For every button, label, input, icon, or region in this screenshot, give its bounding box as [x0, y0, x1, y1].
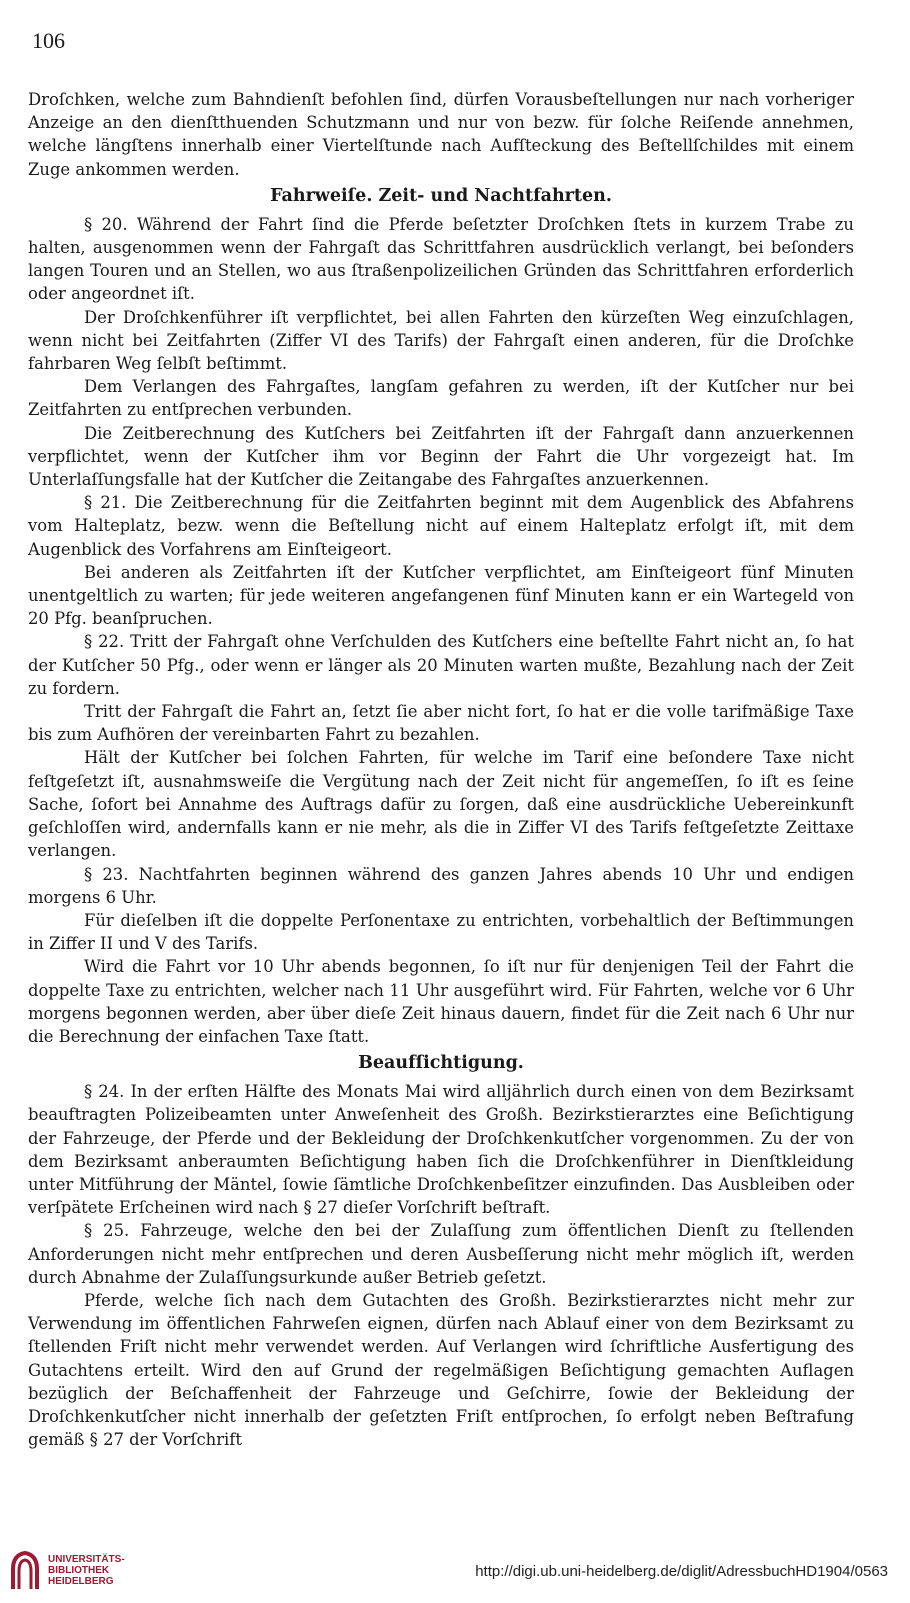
paragraph: § 25. Fahrzeuge, welche den bei der Zulaſſung zum öffentlichen Dienſt zu ſtellenden Anforderungen nicht mehr entſprechen und deren Ausbeſſerung nicht mehr möglich iſt, werden durch Abnahme der Zulaſſungsurkunde außer Betrieb geſetzt.	[28, 1221, 854, 1287]
paragraph: Wird die Fahrt vor 10 Uhr abends begonnen, ſo iſt nur für denjenigen Teil der Fahrt die doppelte Taxe zu entrichten, welcher nach 11 Uhr ausgeführt wird. Für Fahrten, welche vor 6 Uhr morgens begonnen werden, aber über dieſe Zeit hinaus dauern, findet für die Zeit nach 6 Uhr nur die Berechnung der einfachen Taxe ſtatt.	[28, 957, 854, 1046]
footer	[0, 1541, 910, 1603]
paragraph: Pferde, welche ſich nach dem Gutachten des Großh. Bezirkstierarztes nicht mehr zur Verwendung im öffentlichen Fahrweſen eignen, dürfen nach Ablauf einer von dem Bezirksamt zu ſtellenden Friſt nicht mehr verwendet werden. Auf Verlangen wird ſchriftliche Ausfertigung des Gutachtens erteilt. Wird den auf Grund der regelmäßigen Beſichtigung gemachten Auflagen bezüglich der Beſchaffenheit der Fahrzeuge und Geſchirre, ſowie der Bekleidung der Droſchkenkutſcher nicht innerhalb der geſetzten Friſt entſprochen, ſo erfolgt neben Beſtrafung gemäß § 27 der Vorſchrift	[28, 1290, 854, 1450]
paragraph: Hält der Kutſcher bei ſolchen Fahrten, für welche im Tarif eine beſondere Taxe nicht feſtgeſetzt iſt, ausnahmsweiſe die Vergütung nach der Zeit nicht für angemeſſen, ſo iſt es ſeine Sache, ſofort bei Annahme des Auftrags dafür zu ſorgen, daß eine ausdrückliche Uebereinkunft geſchloſſen wird, andernfalls kann er nie mehr, als die in Ziffer VI des Tarifs feſtgeſetzte Zeittaxe verlangen.	[28, 748, 854, 861]
logo-line: BIBLIOTHEK	[48, 1565, 110, 1576]
library-name	[48, 1554, 125, 1587]
logo-line: HEIDELBERG	[48, 1576, 114, 1587]
section-heading: Fahrweiſe. Zeit- und Nachtfahrten.	[270, 185, 612, 206]
page-number: 106	[32, 28, 65, 53]
paragraph: § 23. Nachtfahrten beginnen während des ganzen Jahres abends 10 Uhr und endigen morgens 6 Uhr.	[28, 864, 854, 907]
paragraph: Der Droſchkenführer iſt verpflichtet, bei allen Fahrten den kürzeſten Weg einzuſchlagen, wenn nicht bei Zeitfahrten (Ziffer VI des Tarifs) der Fahrgaſt einen anderen, für die Droſchke fahrbaren Weg ſelbſt beſtimmt.	[28, 307, 854, 374]
university-seal-icon	[10, 1549, 40, 1593]
paragraph: § 22. Tritt der Fahrgaſt ohne Verſchulden des Kutſchers eine beſtellte Fahrt nicht an, ſo hat der Kutſcher 50 Pfg., oder wenn er länger als 20 Minuten warten mußte, Bezahlung nach der Zeit zu fordern.	[28, 632, 854, 698]
paragraph: Dem Verlangen des Fahrgaſtes, langſam gefahren zu werden, iſt der Kutſcher nur bei Zeitfahrten zu entſprechen verbunden.	[28, 377, 854, 420]
paragraph: Für dieſelben iſt die doppelte Perſonentaxe zu entrichten, vorbehaltlich der Beſtimmungen in Ziffer II und V des Tarifs.	[28, 910, 854, 954]
paragraph: § 21. Die Zeitberechnung für die Zeitfahrten beginnt mit dem Augenblick des Abfahrens vom Halteplatz, bezw. wenn die Beſtellung nicht auf einem Halteplatz erfolgt iſt, mit dem Augenblick des Vorfahrens am Einſteigeort.	[28, 493, 854, 559]
paragraph: § 24. In der erſten Hälfte des Monats Mai wird alljährlich durch einen von dem Bezirksamt beauftragten Polizeibeamten unter Anweſenheit des Großh. Bezirkstierarztes eine Beſichtigung der Fahrzeuge, der Pferde und der Bekleidung der Droſchkenkutſcher vorgenommen. Zu der von dem Bezirksamt anberaumten Beſichtigung haben ſich die Droſchkenführer in Dienſtkleidung unter Mitführung der Mäntel, ſowie ſämtliche Droſchkenbeſitzer einzufinden. Das Ausbleiben oder verſpätete Erſcheinen wird nach § 27 dieſer Vorſchrift beſtraft.	[28, 1082, 854, 1218]
source-url[interactable]: http://digi.ub.uni-heidelberg.de/diglit/AdressbuchHD1904/0563	[475, 1563, 888, 1580]
section-heading: Beaufſichtigung.	[358, 1053, 524, 1074]
paragraph: Die Zeitberechnung des Kutſchers bei Zeitfahrten iſt der Fahrgaſt dann anzuerkennen verpflichtet, wenn der Kutſcher ihm vor Beginn der Fahrt die Uhr vorgezeigt hat. Im Unterlaſſungsfalle hat der Kutſcher die Zeitangabe des Fahrgaſtes anzuerkennen.	[28, 423, 854, 490]
body-text	[28, 88, 854, 1451]
paragraph: Bei anderen als Zeitfahrten iſt der Kutſcher verpflichtet, am Einſteigeort fünf Minuten unentgeltlich zu warten; für jede weiteren angefangenen fünf Minuten kann er ein Wartegeld von 20 Pfg. beanſpruchen.	[28, 562, 854, 629]
logo-line: UNIVERSITÄTS-	[48, 1554, 125, 1565]
paragraph: § 20. Während der Fahrt ſind die Pferde beſetzter Droſchken ſtets in kurzem Trabe zu halten, ausgenommen wenn der Fahrgaſt das Schrittfahren ausdrücklich verlangt, bei beſonders langen Touren und an Stellen, wo aus ſtraßenpolizeilichen Gründen das Schrittfahren erforderlich oder angeordnet iſt.	[28, 214, 854, 304]
paragraph: Tritt der Fahrgaſt die Fahrt an, ſetzt ſie aber nicht fort, ſo hat er die volle tarifmäßige Taxe bis zum Aufhören der vereinbarten Fahrt zu bezahlen.	[28, 702, 854, 745]
library-logo[interactable]	[10, 1549, 150, 1593]
paragraph: Droſchken, welche zum Bahndienſt befohlen ſind, dürfen Vorausbeſtellungen nur nach vorheriger Anzeige an den dienſtthuenden Schutzmann und nur von bezw. für ſolche Reiſende annehmen, welche längſtens innerhalb einer Viertelſtunde nach Aufſteckung des Beſtellſchildes mit einem Zuge ankommen werden.	[28, 90, 854, 179]
